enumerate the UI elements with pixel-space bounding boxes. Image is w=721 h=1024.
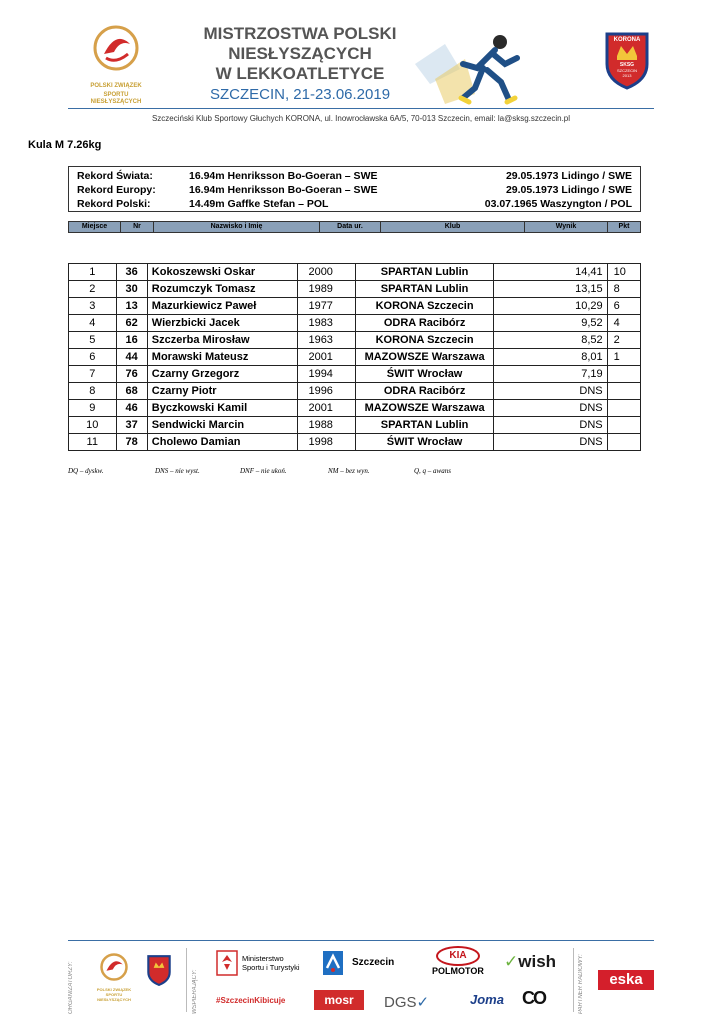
- table-row: [69, 298, 641, 315]
- table-row: [69, 315, 641, 332]
- cell-result: 13,15: [493, 281, 607, 298]
- footer-separator: [573, 948, 574, 1012]
- club-address: Szczeciński Klub Sportowy Głuchych KORONA, ul. Inowrocławska 6A/5, 70-013 Szczecin, email: la@sksg.szczecin.pl: [151, 114, 571, 123]
- runner-icon: [405, 24, 535, 110]
- record-date: 29.05.1973 Lidingo / SWE: [505, 184, 632, 196]
- record-europe: [69, 183, 640, 197]
- cell-name: Cholewo Damian: [147, 434, 298, 451]
- cell-club: ODRA Racibórz: [356, 383, 494, 400]
- cell-result: 8,52: [493, 332, 607, 349]
- cell-name: Sendwicki Marcin: [147, 417, 298, 434]
- szczecin-logo: [322, 950, 344, 981]
- footer-separator: [186, 948, 187, 1012]
- cell-place: 9: [69, 400, 117, 417]
- cell-name: Szczerba Mirosław: [147, 332, 298, 349]
- check-icon: ✓: [504, 952, 519, 971]
- footer-korona-logo: [146, 954, 172, 991]
- table-row: [69, 264, 641, 281]
- ministry-logo: [216, 950, 238, 981]
- cell-nr: 37: [116, 417, 147, 434]
- joma-logo: Joma: [470, 992, 504, 1007]
- cell-result: 8,01: [493, 349, 607, 366]
- results-table: [68, 263, 641, 451]
- table-row: [69, 383, 641, 400]
- table-row: [69, 349, 641, 366]
- cell-place: 1: [69, 264, 117, 281]
- szczecin-emblem-icon: [322, 950, 344, 976]
- col-header-name: Nazwisko i Imię: [154, 222, 320, 232]
- cell-club: ŚWIT Wrocław: [356, 366, 494, 383]
- record-poland: [69, 197, 640, 211]
- cell-points: 1: [607, 349, 640, 366]
- cell-points: [607, 366, 640, 383]
- runner-illustration: [405, 24, 535, 110]
- footer-pzsn-text-2: SPORTU NIESŁYSZĄCYCH: [97, 992, 131, 1002]
- eska-logo: eska: [598, 970, 654, 990]
- cell-club: ŚWIT Wrocław: [356, 434, 494, 451]
- cell-nr: 16: [116, 332, 147, 349]
- cell-result: DNS: [493, 417, 607, 434]
- cell-nr: 76: [116, 366, 147, 383]
- cell-points: [607, 400, 640, 417]
- header-divider: [68, 108, 654, 109]
- ministry-line-2: Sportu i Turystyki: [242, 963, 300, 972]
- cell-name: Wierzbicki Jacek: [147, 315, 298, 332]
- cell-result: DNS: [493, 383, 607, 400]
- footer-pzsn-text-1: POLSKI ZWIĄZEK: [96, 987, 132, 992]
- mosr-logo: mosr: [314, 990, 364, 1010]
- cell-name: Byczkowski Kamil: [147, 400, 298, 417]
- hashtag-szczecin-kibicuje: #SzczecinKibicuje: [216, 996, 286, 1005]
- cell-points: 4: [607, 315, 640, 332]
- cell-place: 7: [69, 366, 117, 383]
- col-header-result: Wynik: [525, 222, 608, 232]
- cell-points: [607, 417, 640, 434]
- col-header-points: Pkt: [618, 223, 630, 230]
- event-name: Kula M 7.26kg: [28, 139, 102, 151]
- cell-year: 1996: [298, 383, 356, 400]
- cell-name: Morawski Mateusz: [147, 349, 298, 366]
- table-row: [69, 417, 641, 434]
- cell-result: 14,41: [493, 264, 607, 281]
- cell-place: 2: [69, 281, 117, 298]
- cell-club: MAZOWSZE Warszawa: [356, 349, 494, 366]
- cell-nr: 46: [116, 400, 147, 417]
- results-header: [68, 221, 641, 233]
- cell-place: 10: [69, 417, 117, 434]
- records-box: [68, 166, 641, 212]
- cell-result: DNS: [493, 434, 607, 451]
- title-line-3: W LEKKOATLETYCE: [215, 64, 385, 83]
- table-row: [69, 281, 641, 298]
- table-row: [69, 434, 641, 451]
- cell-name: Czarny Piotr: [147, 383, 298, 400]
- legend-dq: DQ – dyskw.: [68, 467, 104, 475]
- cell-nr: 36: [116, 264, 147, 281]
- cell-points: 6: [607, 298, 640, 315]
- cell-points: 8: [607, 281, 640, 298]
- cell-points: [607, 434, 640, 451]
- cell-result: DNS: [493, 400, 607, 417]
- col-header-birth: Data ur.: [320, 222, 381, 232]
- cell-year: 1963: [298, 332, 356, 349]
- cell-year: 1977: [298, 298, 356, 315]
- cell-place: 6: [69, 349, 117, 366]
- cell-result: 7,19: [493, 366, 607, 383]
- wish-logo: [504, 952, 556, 972]
- pzsn-emblem-icon: [92, 24, 140, 76]
- table-row: [69, 366, 641, 383]
- cell-nr: 68: [116, 383, 147, 400]
- korona-logo: [603, 30, 651, 90]
- cell-nr: 62: [116, 315, 147, 332]
- cell-year: 1988: [298, 417, 356, 434]
- organizers-label: ORGANIZATORZY:: [68, 961, 74, 1014]
- cell-name: Mazurkiewicz Paweł: [147, 298, 298, 315]
- eagle-emblem-icon: [216, 950, 238, 976]
- cell-year: 2001: [298, 400, 356, 417]
- cell-year: 1998: [298, 434, 356, 451]
- cell-place: 4: [69, 315, 117, 332]
- dgs-logo: [384, 993, 429, 1011]
- col-header-place: Miejsce: [69, 222, 121, 232]
- korona-logo-city: SZCZECIN: [617, 68, 637, 73]
- record-label: Rekord Świata:: [77, 170, 153, 182]
- pzsn-logo-text-1: POLSKI ZWIĄZEK: [90, 83, 142, 89]
- cell-result: 9,52: [493, 315, 607, 332]
- record-value: 16.94m Henriksson Bo-Goeran – SWE: [189, 170, 378, 182]
- cell-nr: 13: [116, 298, 147, 315]
- cell-club: KORONA Szczecin: [356, 298, 494, 315]
- korona-shield-icon: [146, 954, 172, 986]
- cell-nr: 78: [116, 434, 147, 451]
- cell-year: 1989: [298, 281, 356, 298]
- legend-nm: NM – bez wyn.: [328, 467, 370, 475]
- record-date: 03.07.1965 Waszyngton / POL: [484, 198, 632, 210]
- legend-q: Q, q – awans: [414, 467, 451, 475]
- event-title-block: [190, 24, 410, 106]
- cell-year: 2001: [298, 349, 356, 366]
- cell-year: 1994: [298, 366, 356, 383]
- korona-logo-text: KORONA: [613, 37, 641, 43]
- szczecin-name: Szczecin: [352, 957, 395, 968]
- col-header-club: Klub: [381, 222, 525, 232]
- supporting-label: WSPIERAJĄCY:: [192, 969, 198, 1014]
- cell-points: 10: [607, 264, 640, 281]
- cell-place: 3: [69, 298, 117, 315]
- cell-points: [607, 383, 640, 400]
- cell-club: MAZOWSZE Warszawa: [356, 400, 494, 417]
- title-line-1: MISTRZOSTWA POLSKI: [203, 24, 397, 43]
- table-row: [69, 332, 641, 349]
- partner-label: PARTNER RADIOWY:: [578, 954, 584, 1014]
- kia-logo: KIA: [436, 946, 480, 966]
- cell-place: 8: [69, 383, 117, 400]
- cell-points: 2: [607, 332, 640, 349]
- pzsn-emblem-icon: [99, 952, 129, 982]
- footer-pzsn-logo: [92, 952, 136, 1002]
- ministry-line-1: Ministerstwo: [242, 954, 284, 963]
- cell-club: SPARTAN Lublin: [356, 264, 494, 281]
- cell-year: 1983: [298, 315, 356, 332]
- title-line-2: NIESŁYSZĄCYCH: [228, 44, 372, 63]
- korona-logo-year: 2013: [622, 73, 632, 78]
- co-logo: CO: [522, 988, 545, 1008]
- record-value: 14.49m Gaffke Stefan – POL: [189, 198, 329, 210]
- footer-divider: [68, 940, 654, 941]
- record-date: 29.05.1973 Lidingo / SWE: [505, 170, 632, 182]
- ministry-name: [242, 954, 300, 972]
- dgs-text: DGS: [384, 994, 417, 1011]
- pzsn-logo: [78, 24, 154, 104]
- record-label: Rekord Europy:: [77, 184, 156, 196]
- cell-nr: 44: [116, 349, 147, 366]
- cell-club: KORONA Szczecin: [356, 332, 494, 349]
- cell-year: 2000: [298, 264, 356, 281]
- cell-name: Kokoszewski Oskar: [147, 264, 298, 281]
- cell-nr: 30: [116, 281, 147, 298]
- cell-club: SPARTAN Lublin: [356, 281, 494, 298]
- legend-dnf: DNF – nie ukoń.: [240, 467, 287, 475]
- korona-logo-sksg: SKSG: [619, 62, 635, 68]
- cell-place: 11: [69, 434, 117, 451]
- cell-place: 5: [69, 332, 117, 349]
- cell-result: 10,29: [493, 298, 607, 315]
- cell-name: Rozumczyk Tomasz: [147, 281, 298, 298]
- cell-club: ODRA Racibórz: [356, 315, 494, 332]
- record-label: Rekord Polski:: [77, 198, 151, 210]
- title-subtitle: SZCZECIN, 21-23.06.2019: [209, 86, 391, 103]
- check-icon: ✓: [416, 994, 430, 1011]
- wish-text: wish: [518, 952, 557, 971]
- pzsn-logo-text-2: SPORTU NIESŁYSZĄCYCH: [90, 92, 142, 105]
- legend-dns: DNS – nie wyst.: [155, 467, 200, 475]
- record-value: 16.94m Henriksson Bo-Goeran – SWE: [189, 184, 378, 196]
- record-world: [69, 169, 640, 183]
- polmotor-text: POLMOTOR: [432, 966, 484, 976]
- cell-club: SPARTAN Lublin: [356, 417, 494, 434]
- col-header-nr: Nr: [121, 222, 154, 232]
- table-row: [69, 400, 641, 417]
- cell-name: Czarny Grzegorz: [147, 366, 298, 383]
